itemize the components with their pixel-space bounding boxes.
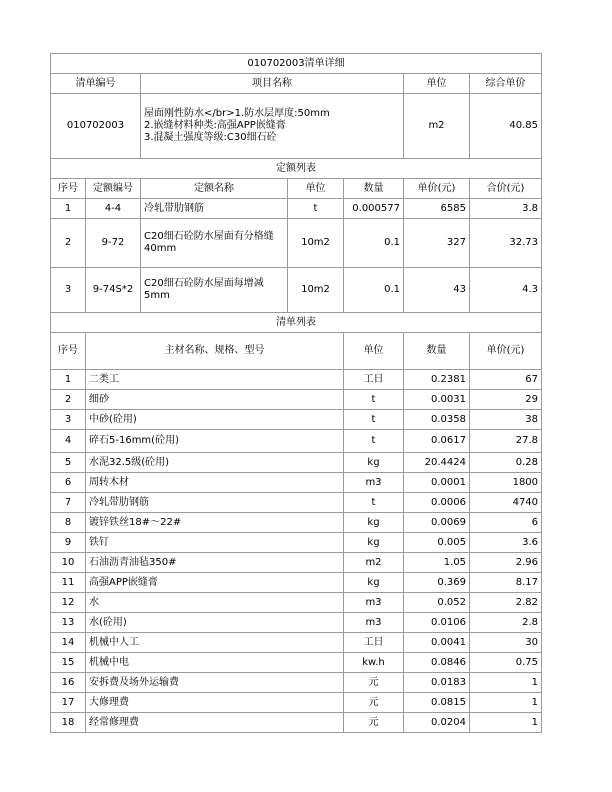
- material-unit: m3: [344, 613, 404, 633]
- material-unit: 元: [344, 713, 404, 733]
- material-price: 27.8: [470, 430, 542, 453]
- material-row: [51, 390, 542, 410]
- material-row: [51, 473, 542, 493]
- bill-row: [51, 94, 542, 159]
- material-section-row: [51, 313, 542, 333]
- quota-total: 3.8: [470, 199, 542, 219]
- material-qty: 0.369: [404, 573, 470, 593]
- bill-name-line-1: 屋面刚性防水</br>1.防水层厚度:50mm: [144, 108, 330, 119]
- quota-section-title: 定额列表: [51, 159, 542, 179]
- quota-header-unit: 单位: [288, 179, 344, 199]
- material-row: [51, 593, 542, 613]
- quota-header-no: 序号: [51, 179, 86, 199]
- material-unit: m3: [344, 473, 404, 493]
- material-qty: 0.0183: [404, 673, 470, 693]
- quota-header-row: [51, 179, 542, 199]
- material-no: 1: [51, 370, 86, 390]
- material-row: [51, 553, 542, 573]
- material-row: [51, 713, 542, 733]
- material-qty: 0.0617: [404, 430, 470, 453]
- quota-name: 冷轧带肋钢筋: [141, 199, 288, 219]
- material-unit: 工日: [344, 370, 404, 390]
- material-name: 高强APP嵌缝膏: [86, 573, 344, 593]
- material-name: 细砂: [86, 390, 344, 410]
- quota-total: 4.3: [470, 268, 542, 313]
- material-unit: t: [344, 430, 404, 453]
- material-name: 冷轧带肋钢筋: [86, 493, 344, 513]
- material-no: 2: [51, 390, 86, 410]
- material-no: 11: [51, 573, 86, 593]
- quota-header-total: 合价(元): [470, 179, 542, 199]
- material-price: 38: [470, 410, 542, 430]
- material-no: 9: [51, 533, 86, 553]
- material-header-qty: 数量: [404, 333, 470, 370]
- bill-unit-price: 40.85: [470, 94, 542, 159]
- bill-header-price: 综合单价: [470, 74, 542, 94]
- bill-header-code: 清单编号: [51, 74, 141, 94]
- material-row: [51, 370, 542, 390]
- material-unit: m2: [344, 553, 404, 573]
- material-qty: 0.2381: [404, 370, 470, 390]
- quota-unit: t: [288, 199, 344, 219]
- material-row: [51, 410, 542, 430]
- material-row: [51, 533, 542, 553]
- material-name: 镀锌铁丝18#～22#: [86, 513, 344, 533]
- material-name: 碎石5-16mm(砼用): [86, 430, 344, 453]
- quota-no: 1: [51, 199, 86, 219]
- quota-row: [51, 268, 542, 313]
- material-unit: m3: [344, 593, 404, 613]
- quota-qty: 0.1: [344, 219, 404, 268]
- material-qty: 0.005: [404, 533, 470, 553]
- material-unit: t: [344, 410, 404, 430]
- material-unit: 元: [344, 693, 404, 713]
- material-no: 15: [51, 653, 86, 673]
- quota-header-code: 定额编号: [86, 179, 141, 199]
- material-name: 石油沥青油毡350#: [86, 553, 344, 573]
- material-price: 8.17: [470, 573, 542, 593]
- material-qty: 0.0204: [404, 713, 470, 733]
- material-name: 铁钉: [86, 533, 344, 553]
- bill-unit: m2: [404, 94, 470, 159]
- material-qty: 0.0041: [404, 633, 470, 653]
- material-price: 1: [470, 673, 542, 693]
- material-price: 29: [470, 390, 542, 410]
- material-name: 周转木材: [86, 473, 344, 493]
- material-price: 0.75: [470, 653, 542, 673]
- bill-code: 010702003: [51, 94, 141, 159]
- quota-code: 9-74S*2: [86, 268, 141, 313]
- bill-header-row: [51, 74, 542, 94]
- material-name: 二类工: [86, 370, 344, 390]
- quota-header-qty: 数量: [344, 179, 404, 199]
- quota-price: 43: [404, 268, 470, 313]
- material-no: 7: [51, 493, 86, 513]
- material-price: 2.96: [470, 553, 542, 573]
- bill-header-unit: 单位: [404, 74, 470, 94]
- material-unit: kg: [344, 513, 404, 533]
- material-unit: t: [344, 493, 404, 513]
- material-row: [51, 693, 542, 713]
- material-header-no: 序号: [51, 333, 86, 370]
- material-no: 3: [51, 410, 86, 430]
- material-name: 大修理费: [86, 693, 344, 713]
- material-price: 6: [470, 513, 542, 533]
- material-price: 3.6: [470, 533, 542, 553]
- material-qty: 0.052: [404, 593, 470, 613]
- material-row: [51, 573, 542, 593]
- quota-name: C20细石砼防水屋面有分格缝40mm: [141, 219, 288, 268]
- material-price: 1: [470, 713, 542, 733]
- material-price: 1800: [470, 473, 542, 493]
- material-qty: 0.0358: [404, 410, 470, 430]
- material-unit: 元: [344, 673, 404, 693]
- material-qty: 0.0006: [404, 493, 470, 513]
- bill-name: [141, 94, 404, 159]
- material-row: [51, 673, 542, 693]
- material-price: 0.28: [470, 453, 542, 473]
- material-price: 67: [470, 370, 542, 390]
- material-unit: kg: [344, 453, 404, 473]
- material-row: [51, 430, 542, 453]
- quota-total: 32.73: [470, 219, 542, 268]
- material-section-title: 清单列表: [51, 313, 542, 333]
- quota-unit: 10m2: [288, 268, 344, 313]
- quota-code: 9-72: [86, 219, 141, 268]
- quota-qty: 0.000577: [344, 199, 404, 219]
- material-name: 机械中人工: [86, 633, 344, 653]
- material-no: 18: [51, 713, 86, 733]
- material-qty: 1.05: [404, 553, 470, 573]
- material-no: 8: [51, 513, 86, 533]
- quota-name: C20细石砼防水屋面每增减5mm: [141, 268, 288, 313]
- material-name: 中砂(砼用): [86, 410, 344, 430]
- material-row: [51, 493, 542, 513]
- quota-section-row: [51, 159, 542, 179]
- material-qty: 0.0001: [404, 473, 470, 493]
- material-name: 水: [86, 593, 344, 613]
- material-qty: 20.4424: [404, 453, 470, 473]
- quota-unit: 10m2: [288, 219, 344, 268]
- quota-code: 4-4: [86, 199, 141, 219]
- material-unit: kw.h: [344, 653, 404, 673]
- bill-detail-table: [50, 53, 542, 733]
- material-no: 17: [51, 693, 86, 713]
- quota-header-name: 定额名称: [141, 179, 288, 199]
- material-header-row: [51, 333, 542, 370]
- material-qty: 0.0846: [404, 653, 470, 673]
- material-row: [51, 453, 542, 473]
- material-price: 2.82: [470, 593, 542, 613]
- material-name: 水泥32.5级(砼用): [86, 453, 344, 473]
- material-name: 经常修理费: [86, 713, 344, 733]
- material-row: [51, 513, 542, 533]
- material-no: 5: [51, 453, 86, 473]
- title-row: [51, 54, 542, 74]
- material-no: 4: [51, 430, 86, 453]
- quota-header-price: 单价(元): [404, 179, 470, 199]
- material-no: 6: [51, 473, 86, 493]
- material-name: 水(砼用): [86, 613, 344, 633]
- material-unit: t: [344, 390, 404, 410]
- material-price: 4740: [470, 493, 542, 513]
- material-qty: 0.0031: [404, 390, 470, 410]
- quota-price: 6585: [404, 199, 470, 219]
- quota-row: [51, 199, 542, 219]
- material-qty: 0.0815: [404, 693, 470, 713]
- material-header-name: 主材名称、规格、型号: [86, 333, 344, 370]
- material-name: 机械中电: [86, 653, 344, 673]
- bill-name-line-3: 3.混凝土强度等级:C30细石砼: [144, 132, 277, 143]
- material-row: [51, 653, 542, 673]
- quota-no: 2: [51, 219, 86, 268]
- quota-no: 3: [51, 268, 86, 313]
- material-price: 1: [470, 693, 542, 713]
- material-unit: kg: [344, 533, 404, 553]
- bill-header-name: 项目名称: [141, 74, 404, 94]
- material-qty: 0.0069: [404, 513, 470, 533]
- quota-qty: 0.1: [344, 268, 404, 313]
- quota-row: [51, 219, 542, 268]
- material-no: 13: [51, 613, 86, 633]
- material-no: 12: [51, 593, 86, 613]
- material-name: 安拆费及场外运输费: [86, 673, 344, 693]
- page-title: 010702003清单详细: [51, 54, 542, 74]
- material-header-price: 单价(元): [470, 333, 542, 370]
- bill-name-line-2: 2.嵌缝材料种类:高强APP嵌缝膏: [144, 120, 286, 131]
- material-qty: 0.0106: [404, 613, 470, 633]
- material-no: 16: [51, 673, 86, 693]
- material-price: 30: [470, 633, 542, 653]
- quota-price: 327: [404, 219, 470, 268]
- material-no: 14: [51, 633, 86, 653]
- material-unit: kg: [344, 573, 404, 593]
- material-row: [51, 613, 542, 633]
- material-row: [51, 633, 542, 653]
- material-price: 2.8: [470, 613, 542, 633]
- material-no: 10: [51, 553, 86, 573]
- material-unit: 工日: [344, 633, 404, 653]
- material-header-unit: 单位: [344, 333, 404, 370]
